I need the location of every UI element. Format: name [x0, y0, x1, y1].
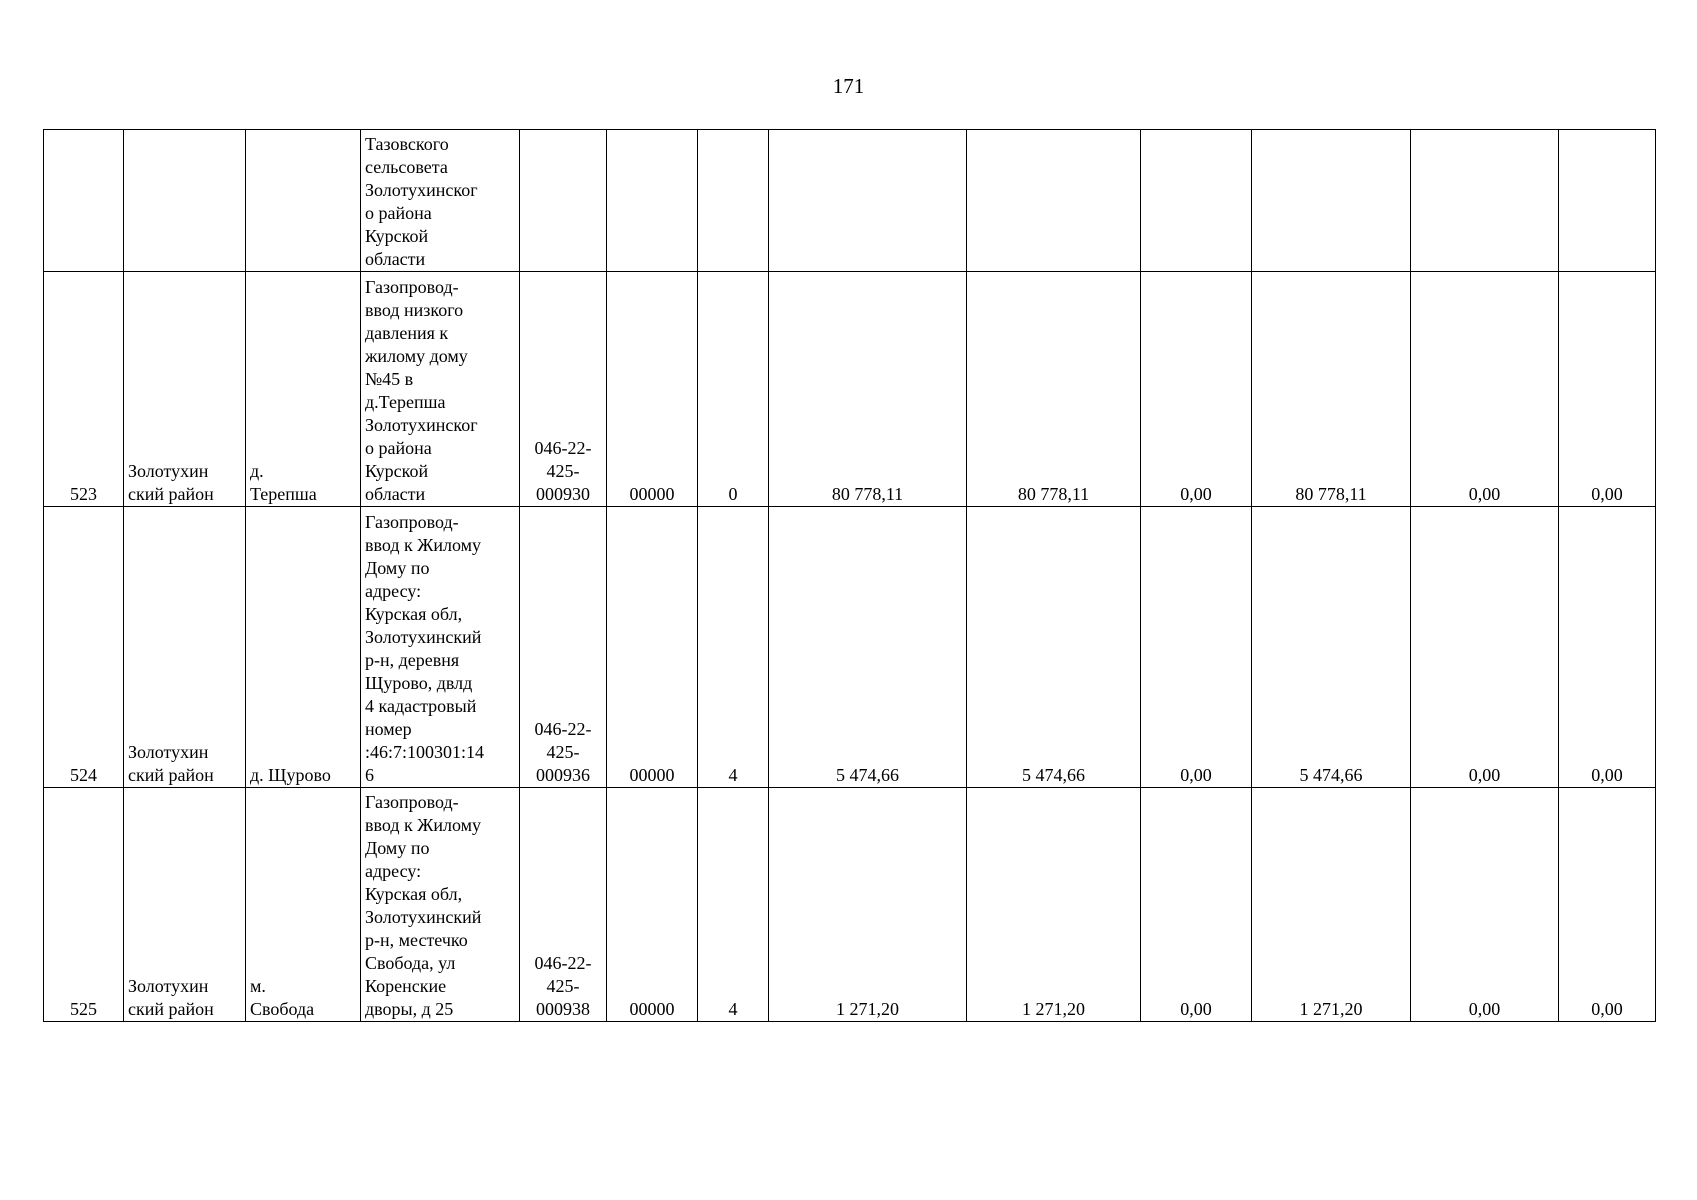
- object-name-cell: Тазовского сельсовета Золотухинског о района Курской области: [361, 130, 520, 272]
- code-part-cell: [607, 130, 698, 272]
- object-name-cell: Газопровод- ввод к Жилому Дому по адресу: Курская обл, Золотухинский р-н, деревня Щурово, двлд 4 кадастровый номер :46:7:100301:14 6: [361, 507, 520, 788]
- value-cell-1: [769, 130, 967, 272]
- value-cell-1: 80 778,11: [769, 272, 967, 507]
- row-number-cell: 525: [44, 788, 124, 1022]
- district-cell: Золотухин ский район: [124, 788, 246, 1022]
- code-suffix-cell: [698, 130, 769, 272]
- value-cell-6: 0,00: [1559, 272, 1656, 507]
- value-cell-3: 0,00: [1141, 272, 1252, 507]
- code-suffix-cell: 4: [698, 507, 769, 788]
- value-cell-2: [967, 130, 1141, 272]
- value-cell-3: [1141, 130, 1252, 272]
- row-number-cell: 523: [44, 272, 124, 507]
- value-cell-6: 0,00: [1559, 507, 1656, 788]
- locality-cell: [246, 130, 361, 272]
- code-part-cell: 00000: [607, 272, 698, 507]
- value-cell-6: [1559, 130, 1656, 272]
- value-cell-3: 0,00: [1141, 507, 1252, 788]
- table-row: [44, 788, 1656, 1022]
- code-part-cell: 00000: [607, 507, 698, 788]
- value-cell-1: 5 474,66: [769, 507, 967, 788]
- locality-cell: м. Свобода: [246, 788, 361, 1022]
- locality-cell: д. Щурово: [246, 507, 361, 788]
- locality-cell: д. Терепша: [246, 272, 361, 507]
- row-number-cell: 524: [44, 507, 124, 788]
- value-cell-1: 1 271,20: [769, 788, 967, 1022]
- value-cell-2: 80 778,11: [967, 272, 1141, 507]
- registry-code-cell: 046-22- 425- 000938: [520, 788, 607, 1022]
- district-cell: Золотухин ский район: [124, 507, 246, 788]
- value-cell-4: 5 474,66: [1252, 507, 1411, 788]
- district-cell: [124, 130, 246, 272]
- value-cell-5: [1411, 130, 1559, 272]
- code-part-cell: 00000: [607, 788, 698, 1022]
- value-cell-2: 1 271,20: [967, 788, 1141, 1022]
- page-number: 171: [832, 74, 865, 98]
- registry-code-cell: 046-22- 425- 000936: [520, 507, 607, 788]
- code-suffix-cell: 0: [698, 272, 769, 507]
- value-cell-4: [1252, 130, 1411, 272]
- object-name-cell: Газопровод- ввод к Жилому Дому по адресу: Курская обл, Золотухинский р-н, местечко Свобода, ул Коренские дворы, д 25: [361, 788, 520, 1022]
- value-cell-5: 0,00: [1411, 272, 1559, 507]
- value-cell-2: 5 474,66: [967, 507, 1141, 788]
- registry-code-cell: [520, 130, 607, 272]
- district-cell: Золотухин ский район: [124, 272, 246, 507]
- registry-code-cell: 046-22- 425- 000930: [520, 272, 607, 507]
- object-name-cell: Газопровод- ввод низкого давления к жилому дому №45 в д.Терепша Золотухинског о района Курской области: [361, 272, 520, 507]
- value-cell-5: 0,00: [1411, 507, 1559, 788]
- table-row: [44, 507, 1656, 788]
- value-cell-5: 0,00: [1411, 788, 1559, 1022]
- table-row: [44, 272, 1656, 507]
- property-registry-table: [43, 129, 1656, 1022]
- code-suffix-cell: 4: [698, 788, 769, 1022]
- table-row: [44, 130, 1656, 272]
- value-cell-6: 0,00: [1559, 788, 1656, 1022]
- value-cell-4: 80 778,11: [1252, 272, 1411, 507]
- value-cell-4: 1 271,20: [1252, 788, 1411, 1022]
- row-number-cell: [44, 130, 124, 272]
- value-cell-3: 0,00: [1141, 788, 1252, 1022]
